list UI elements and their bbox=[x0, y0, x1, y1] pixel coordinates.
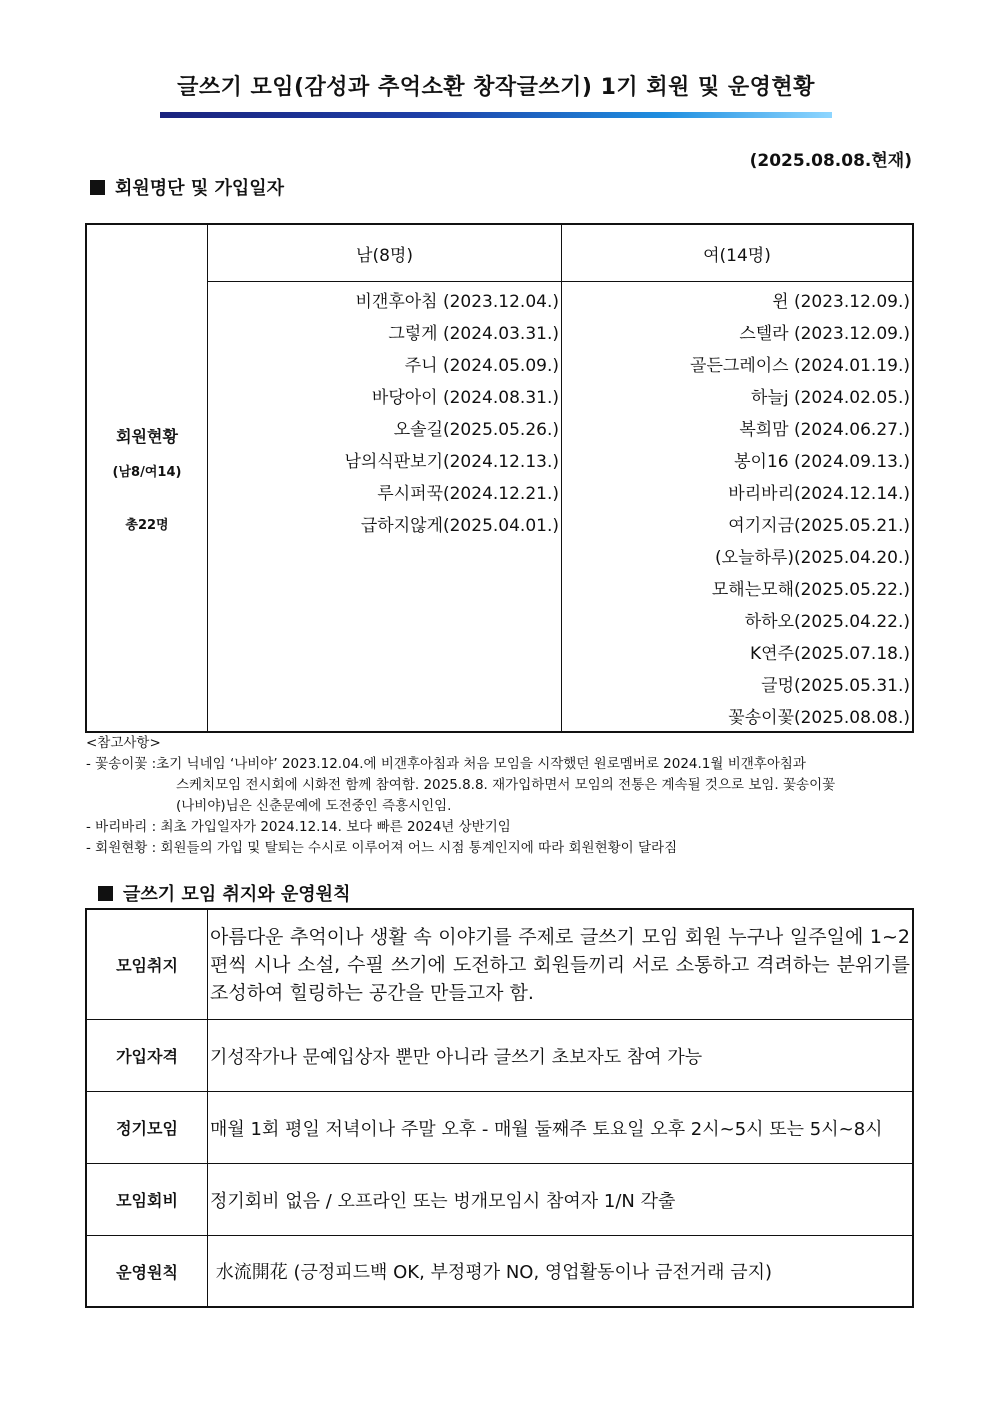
rules-value: 아름다운 추억이나 생활 속 이야기를 주제로 글쓰기 모임 회원 누구나 일주일에 1~2편씩 시나 소설, 수필 쓰기에 도전하고 회원들끼리 서로 소통하고 격려하는 분위기를 조성하여 힐링하는 공간을 만들고자 함. bbox=[210, 925, 910, 1004]
male-member-row: 주니 (2024.05.09.) bbox=[404, 356, 559, 376]
member-summary-cell bbox=[87, 225, 208, 731]
female-member-row: (오늘하루)(2025.04.20.) bbox=[715, 548, 910, 568]
note-item: - 회원현황 : 회원들의 가입 및 탈퇴는 수시로 이루어져 어느 시점 통계인지에 따라 회원현황이 달라짐 bbox=[86, 840, 678, 856]
female-member-row: 골든그레이스 (2024.01.19.) bbox=[690, 356, 910, 376]
male-member-row: 급하지않게(2025.04.01.) bbox=[360, 516, 559, 536]
male-column-header: 남(8명) bbox=[208, 225, 562, 282]
rules-label: 정기모임 bbox=[87, 1092, 208, 1163]
female-member-row: 바리바리(2024.12.14.) bbox=[728, 484, 910, 504]
rules-table bbox=[85, 908, 914, 1308]
note-text-continued: (나비야)님은 신춘문예에 도전중인 즉흥시인임. bbox=[176, 798, 452, 814]
as-of-date: (2025.08.08.현재) bbox=[749, 151, 912, 171]
female-member-row: 봉이16 (2024.09.13.) bbox=[734, 452, 910, 472]
female-member-row: 모해는모해(2025.05.22.) bbox=[711, 580, 910, 600]
male-member-row: 비갠후아침 (2023.12.04.) bbox=[355, 292, 559, 312]
female-member-row: 윈 (2023.12.09.) bbox=[772, 292, 910, 312]
female-member-row: 하하오(2025.04.22.) bbox=[744, 612, 910, 632]
male-member-row: 그렇게 (2024.03.31.) bbox=[388, 324, 559, 344]
female-member-row: 글멍(2025.05.31.) bbox=[761, 676, 910, 696]
rules-row-purpose bbox=[87, 910, 912, 1020]
member-total-count: 총22명 bbox=[125, 517, 169, 533]
section-heading-rules-text: 글쓰기 모임 취지와 운영원칙 bbox=[123, 884, 351, 905]
title-underline-bar bbox=[160, 112, 832, 118]
notes-heading: <참고사항> bbox=[86, 735, 161, 751]
note-text: 초기 닉네임 ‘나비야’ 2023.12.04.에 비갠후아침과 처음 모임을 시작했던 원로멤버로 2024.1월 비갠후아침과 bbox=[156, 756, 806, 772]
rules-label: 모임회비 bbox=[87, 1164, 208, 1235]
female-member-row: 여기지금(2025.05.21.) bbox=[728, 516, 910, 536]
square-bullet-icon bbox=[90, 180, 105, 195]
note-text-continued: 스케치모임 전시회에 시화전 함께 참여함. 2025.8.8. 재가입하면서 모임의 전통은 계속될 것으로 보임. 꽃송이꽃 bbox=[176, 777, 836, 793]
rules-row-principle bbox=[87, 1236, 912, 1306]
female-member-row: 꽃송이꽃(2025.08.08.) bbox=[728, 708, 910, 728]
female-member-row: K연주(2025.07.18.) bbox=[750, 644, 910, 664]
note-key: - 꽃송이꽃 : bbox=[86, 756, 157, 772]
reference-notes bbox=[86, 733, 916, 859]
page-title: 글쓰기 모임(감성과 추억소환 창작글쓰기) 1기 회원 및 운영현황 bbox=[177, 75, 815, 100]
rules-value: 기성작가나 문예입상자 뿐만 아니라 글쓰기 초보자도 참여 가능 bbox=[210, 1046, 703, 1068]
male-member-row: 루시퍼꾹(2024.12.21.) bbox=[377, 484, 559, 504]
male-member-row: 오솔길(2025.05.26.) bbox=[393, 420, 559, 440]
rules-label: 모임취지 bbox=[87, 910, 208, 1019]
female-member-list bbox=[562, 282, 912, 731]
rules-label: 운영원칙 bbox=[87, 1236, 208, 1306]
section-heading-members-text: 회원명단 및 가입일자 bbox=[115, 178, 285, 199]
member-table bbox=[85, 223, 914, 733]
male-member-list bbox=[208, 282, 562, 731]
member-gender-count: (남8/여14) bbox=[112, 464, 182, 480]
rules-row-meeting bbox=[87, 1092, 912, 1164]
rules-row-fee bbox=[87, 1164, 912, 1236]
female-member-row: 하늘j (2024.02.05.) bbox=[751, 388, 910, 408]
female-member-row: 복희맘 (2024.06.27.) bbox=[739, 420, 910, 440]
member-status-label: 회원현황 bbox=[116, 426, 178, 446]
section-heading-rules bbox=[98, 880, 350, 906]
rules-value: 水流開花 (긍정피드백 OK, 부정평가 NO, 영업활동이나 금전거래 금지) bbox=[210, 1262, 773, 1283]
rules-label: 가입자격 bbox=[87, 1020, 208, 1091]
section-heading-members bbox=[90, 174, 284, 200]
note-item: - 바리바리 : 최초 가입일자가 2024.12.14. 보다 빠른 2024년 상반기임 bbox=[86, 819, 511, 835]
rules-value: 매월 1회 평일 저녁이나 주말 오후 - 매월 둘째주 토요일 오후 2시~5시 또는 5시~8시 bbox=[210, 1118, 883, 1140]
rules-row-qualification bbox=[87, 1020, 912, 1092]
note-item bbox=[86, 754, 916, 775]
male-member-row: 남의식판보기(2024.12.13.) bbox=[344, 452, 559, 472]
female-column-header: 여(14명) bbox=[562, 225, 912, 282]
female-member-row: 스텔라 (2023.12.09.) bbox=[739, 324, 910, 344]
rules-value: 정기회비 없음 / 오프라인 또는 벙개모임시 참여자 1/N 각출 bbox=[210, 1190, 676, 1212]
square-bullet-icon bbox=[98, 886, 113, 901]
male-member-row: 바당아이 (2024.08.31.) bbox=[371, 388, 559, 408]
